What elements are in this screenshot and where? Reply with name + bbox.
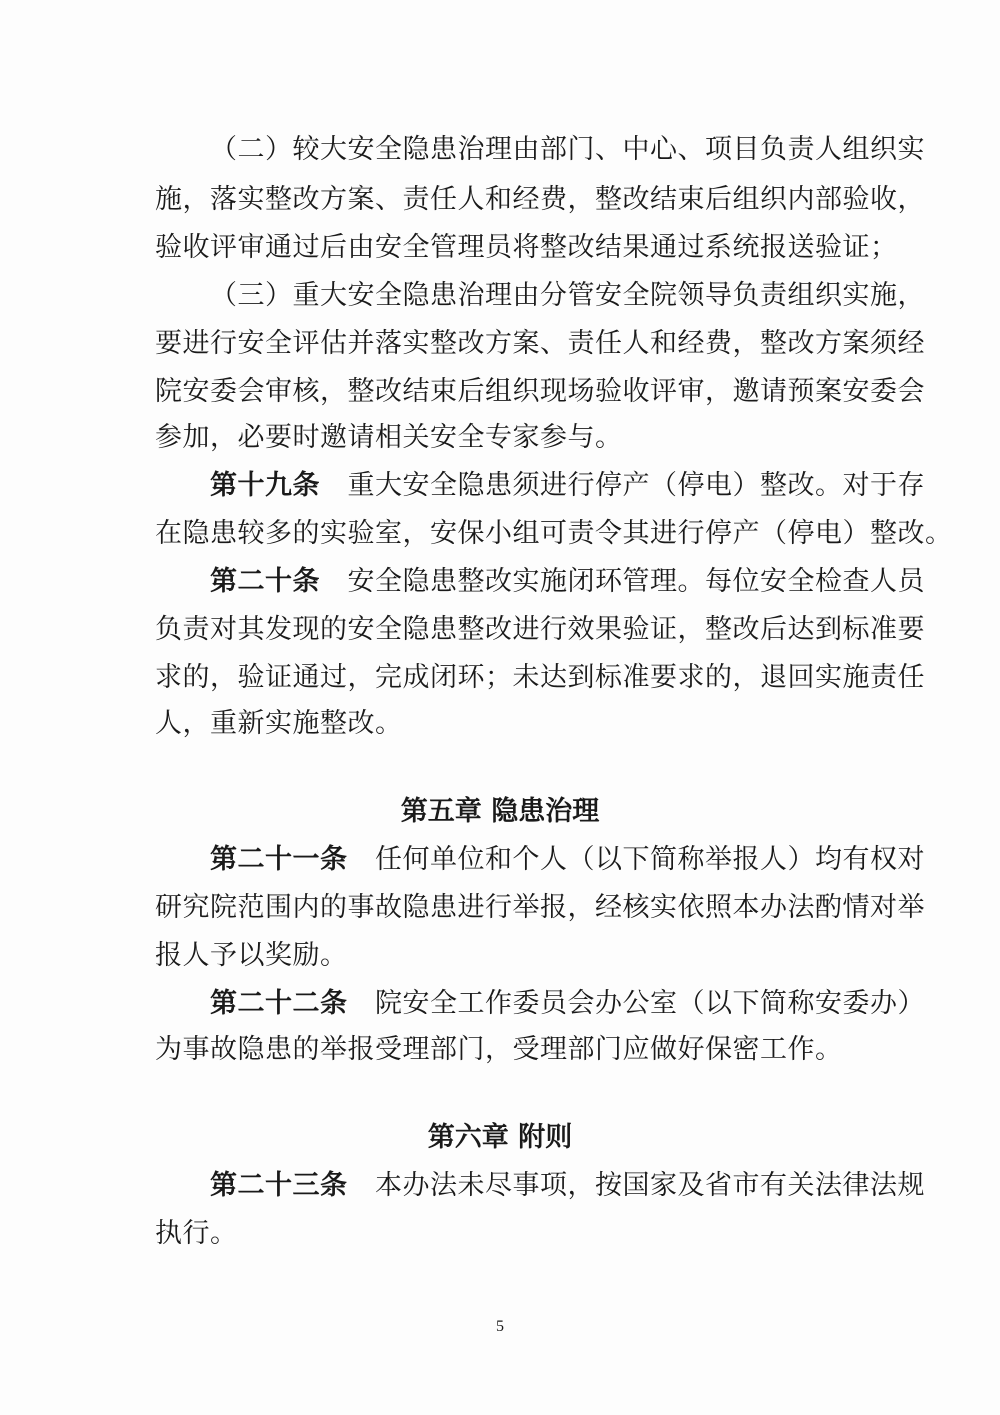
article-23-number: 第二十三条	[210, 1170, 348, 1201]
article-19-first-line	[210, 466, 925, 506]
article-19-line-2: 在隐患较多的实验室，安保小组可责令其进行停产（停电）整改。	[155, 518, 953, 549]
chapter-6-title: 第六章 附则	[427, 1122, 573, 1153]
article-22-text: 院安全工作委员会办公室（以下简称安委办）	[375, 988, 925, 1019]
article-20-line-3: 求的，验证通过，完成闭环；未达到标准要求的，退回实施责任	[155, 662, 925, 693]
article-21-number: 第二十一条	[210, 844, 348, 875]
article-22-line-2: 为事故隐患的举报受理部门，受理部门应做好保密工作。	[155, 1034, 843, 1065]
article-19-number: 第十九条	[210, 470, 320, 501]
article-23-first-line	[210, 1166, 925, 1206]
article-20-first-line	[210, 562, 925, 602]
paragraph-3-line-2: 要进行安全评估并落实整改方案、责任人和经费，整改方案须经	[155, 328, 925, 359]
article-23-line-2: 执行。	[155, 1218, 238, 1249]
article-21-text: 任何单位和个人（以下简称举报人）均有权对	[375, 844, 925, 875]
article-22-first-line	[210, 984, 925, 1024]
chapter-5-title: 第五章 隐患治理	[400, 796, 600, 827]
article-21-first-line	[210, 840, 925, 880]
paragraph-2-line-2: 施，落实整改方案、责任人和经费，整改结束后组织内部验收，	[155, 184, 925, 215]
article-22-number: 第二十二条	[210, 988, 348, 1019]
article-21-line-3: 报人予以奖励。	[155, 940, 348, 971]
paragraph-3-line-4: 参加，必要时邀请相关安全专家参与。	[155, 422, 623, 453]
article-20-line-4: 人，重新实施整改。	[155, 708, 403, 739]
article-19-text: 重大安全隐患须进行停产（停电）整改。对于存	[347, 470, 925, 501]
paragraph-2-line-1: （二）较大安全隐患治理由部门、中心、项目负责人组织实	[210, 134, 925, 165]
article-20-number: 第二十条	[210, 566, 320, 597]
paragraph-3-line-3: 院安委会审核，整改结束后组织现场验收评审，邀请预案安委会	[155, 376, 925, 407]
article-20-text: 安全隐患整改实施闭环管理。每位安全检查人员	[347, 566, 925, 597]
article-20-line-2: 负责对其发现的安全隐患整改进行效果验证，整改后达到标准要	[155, 614, 925, 645]
article-21-line-2: 研究院范围内的事故隐患进行举报，经核实依照本办法酌情对举	[155, 892, 925, 923]
paragraph-2-line-3: 验收评审通过后由安全管理员将整改结果通过系统报送验证；	[155, 232, 898, 263]
article-23-text: 本办法未尽事项，按国家及省市有关法律法规	[375, 1170, 925, 1201]
page-number: 5	[496, 1318, 504, 1335]
paragraph-3-line-1: （三）重大安全隐患治理由分管安全院领导负责组织实施，	[210, 280, 925, 311]
